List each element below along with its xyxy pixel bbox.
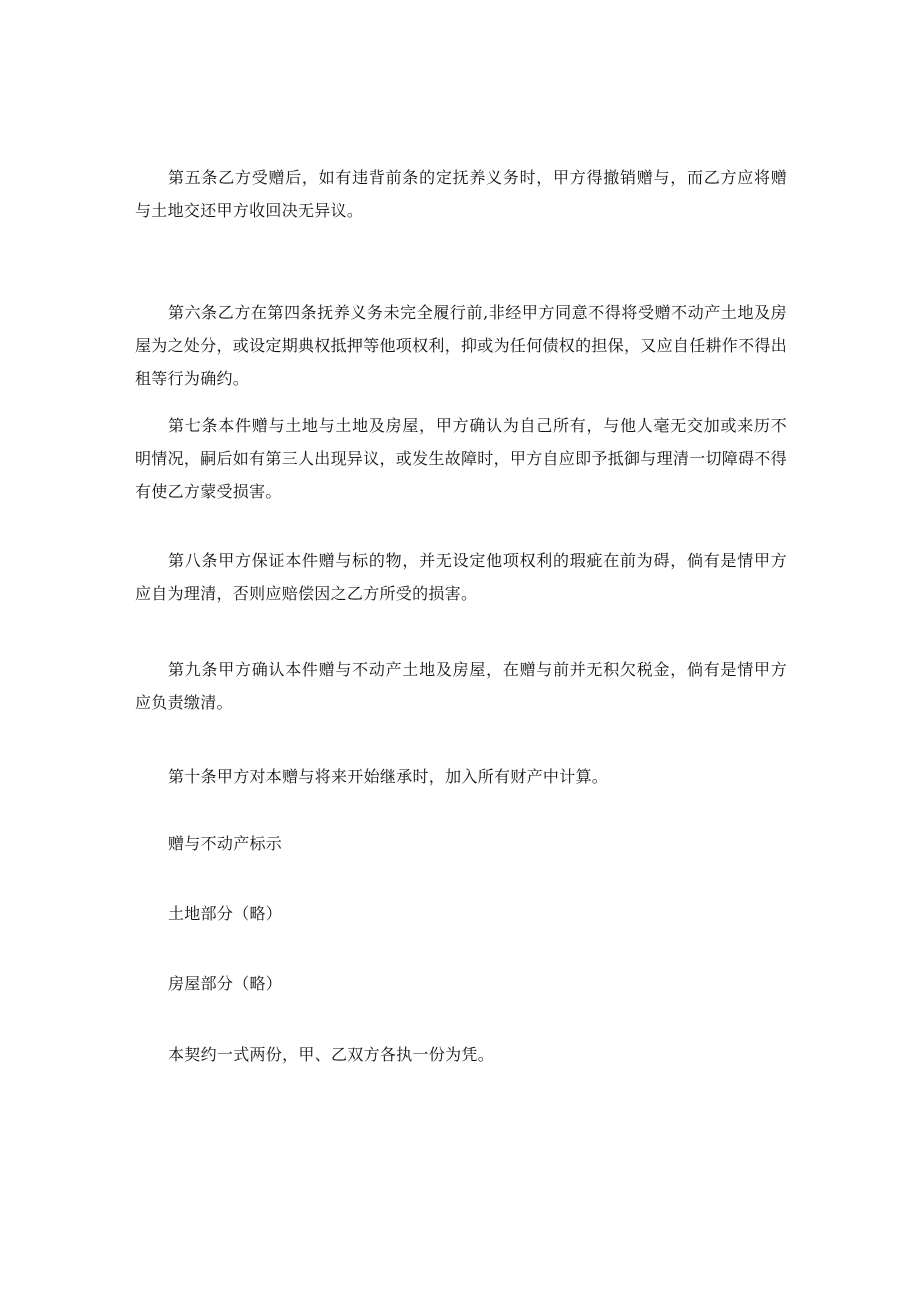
contract-copies-note: 本契约一式两份，甲、乙双方各执一份为凭。 (168, 1045, 495, 1064)
article-10-paragraph: 第十条甲方对本赠与将来开始继承时，加入所有财产中计算。 (168, 767, 609, 786)
article-5-paragraph: 第五条乙方受赠后，如有违背前条的定抚养义务时，甲方得撤销赠与，而乙方应将赠与土地交还甲方收回决无异议。 (135, 168, 787, 220)
article-7-paragraph: 第七条本件赠与土地与土地及房屋，甲方确认为自己所有，与他人毫无交加或来历不明情况，嗣后如有第三人出现异议，或发生故障时，甲方自应即予抵御与理清一切障碍不得有使乙方蒙受损害。 (135, 416, 788, 501)
article-6-paragraph: 第六条乙方在第四条抚养义务未完全履行前,非经甲方同意不得将受赠不动产土地及房屋为之处分，或设定期典权抵押等他项权利，抑或为任何债权的担保，又应自任耕作不得出租等行为确约。 (135, 303, 788, 388)
article-9-paragraph: 第九条甲方确认本件赠与不动产土地及房屋，在赠与前并无积欠税金，倘有是情甲方应负责缴清。 (135, 660, 787, 712)
gift-property-heading: 赠与不动产标示 (168, 834, 283, 853)
house-section-note: 房屋部分（略） (168, 974, 283, 993)
article-8-paragraph: 第八条甲方保证本件赠与标的物，并无设定他项权利的瑕疵在前为碍，倘有是情甲方应自为理清，否则应赔偿因之乙方所受的损害。 (135, 551, 787, 603)
land-section-note: 土地部分（略） (168, 904, 283, 923)
